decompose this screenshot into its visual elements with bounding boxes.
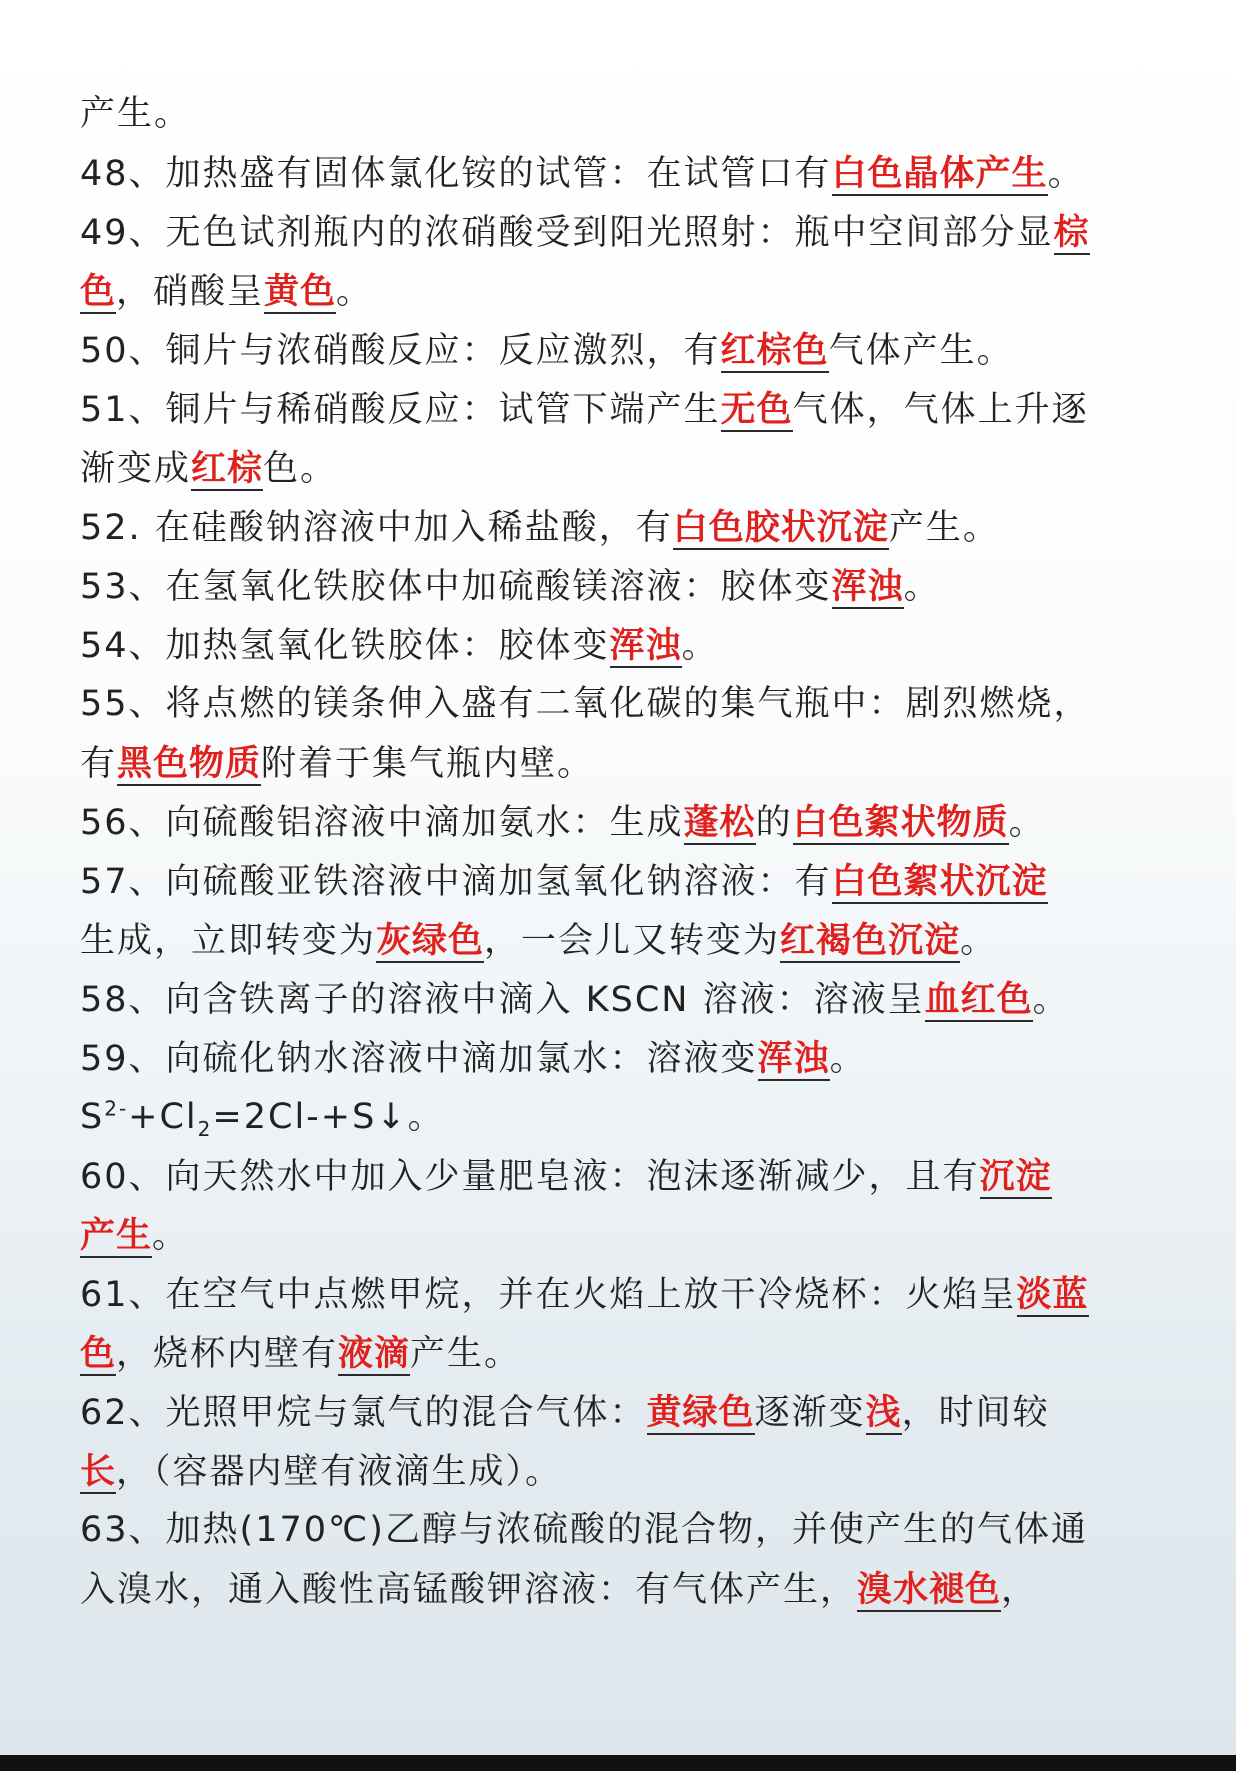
text-segment: 56、向硫酸铝溶液中滴加氨水：生成 (80, 803, 684, 843)
text-line (80, 1442, 1160, 1501)
highlighted-answer: 白色絮状物质 (792, 802, 1009, 843)
text-line (80, 911, 1160, 970)
highlighted-answer: 白色晶体产生 (831, 153, 1048, 194)
text-line (80, 852, 1160, 911)
text-line (80, 734, 1160, 793)
text-segment: 53、在氢氧化铁胶体中加硫酸镁溶液：胶体变 (80, 567, 832, 607)
text-segment: 61、在空气中点燃甲烷，并在火焰上放干冷烧杯：火焰呈 (80, 1275, 1017, 1315)
highlighted-answer: 色 (80, 271, 117, 312)
highlighted-answer: 黄绿色 (646, 1392, 755, 1433)
highlighted-answer: 灰绿色 (376, 920, 485, 961)
highlighted-answer: 溴水褪色 (857, 1569, 1002, 1610)
text-line (80, 675, 1160, 734)
text-line (80, 498, 1160, 557)
text-segment: 产生。 (410, 1334, 522, 1374)
text-segment: 。 (336, 272, 374, 312)
text-segment: 。 (829, 1039, 867, 1079)
text-segment: 。 (960, 921, 998, 961)
text-line (80, 616, 1160, 675)
highlighted-answer: 长 (80, 1451, 117, 1492)
text-line (80, 793, 1160, 852)
highlighted-answer: 浅 (865, 1392, 902, 1433)
text-segment: +Cl (128, 1097, 198, 1137)
text-line (80, 1383, 1160, 1442)
text-line (80, 1501, 1160, 1560)
text-line (80, 1265, 1160, 1324)
text-line (80, 1088, 1160, 1147)
text-segment: 有 (80, 744, 118, 784)
text-line (80, 557, 1160, 616)
text-segment: 51、铜片与稀硝酸反应：试管下端产生 (80, 390, 721, 430)
text-segment: 的 (755, 803, 793, 843)
text-segment: 生成，立即转变为 (80, 921, 377, 961)
text-segment: 产生。 (80, 94, 192, 134)
text-segment: 渐变成 (80, 449, 192, 489)
text-segment: 入溴水，通入酸性高锰酸钾溶液：有气体产生， (80, 1570, 858, 1610)
text-segment: 49、无色试剂瓶内的浓硝酸受到阳光照射：瓶中空间部分显 (80, 213, 1054, 253)
highlighted-answer: 白色絮状沉淀 (831, 861, 1048, 902)
highlighted-answer: 红褐色沉淀 (780, 920, 961, 961)
text-line (80, 380, 1160, 439)
text-line (80, 321, 1160, 380)
highlighted-answer: 黑色物质 (117, 743, 262, 784)
text-segment: ，（容器内壁有液滴生成）。 (116, 1452, 563, 1492)
text-segment: 。 (681, 626, 719, 666)
highlighted-answer: 血红色 (924, 979, 1033, 1020)
text-line (80, 85, 1160, 144)
text-segment: ，烧杯内壁有 (116, 1334, 339, 1374)
text-segment: ，一会儿又转变为 (484, 921, 781, 961)
text-segment: 。 (1008, 803, 1046, 843)
text-segment: =2Cl-+S↓。 (212, 1097, 445, 1137)
text-line (80, 144, 1160, 203)
highlighted-answer: 白色胶状沉淀 (672, 507, 889, 548)
highlighted-answer: 棕 (1053, 212, 1090, 253)
highlighted-answer: 产生 (80, 1215, 153, 1256)
text-segment: 57、向硫酸亚铁溶液中滴加氢氧化钠溶液：有 (80, 862, 832, 902)
highlighted-answer: 浑浊 (757, 1038, 830, 1079)
text-segment: ，时间较 (901, 1393, 1050, 1433)
text-segment: 60、向天然水中加入少量肥皂液：泡沫逐渐减少，且有 (80, 1157, 980, 1197)
text-segment: S (80, 1097, 105, 1137)
subscript: 2 (197, 1117, 213, 1141)
highlighted-answer: 液滴 (338, 1333, 411, 1374)
text-segment: 63、加热(170℃)乙醇与浓硫酸的混合物，并使产生的气体通 (80, 1510, 1088, 1550)
text-segment: 。 (1047, 154, 1085, 194)
highlighted-answer: 无色 (720, 389, 793, 430)
text-segment: 48、加热盛有固体氯化铵的试管：在试管口有 (80, 154, 832, 194)
text-segment: 。 (152, 1216, 190, 1256)
text-segment: 50、铜片与浓硝酸反应：反应激烈，有 (80, 331, 721, 371)
bottom-bar (0, 1755, 1236, 1771)
text-line (80, 203, 1160, 262)
highlighted-answer: 色 (80, 1333, 117, 1374)
text-segment: 气体，气体上升逐 (792, 390, 1089, 430)
text-segment: 54、加热氢氧化铁胶体：胶体变 (80, 626, 610, 666)
text-segment: 附着于集气瓶内壁。 (261, 744, 595, 784)
text-segment: 产生。 (888, 508, 1000, 548)
text-segment: 62、光照甲烷与氯气的混合气体： (80, 1393, 647, 1433)
highlighted-answer: 黄色 (264, 271, 337, 312)
text-line (80, 1560, 1160, 1619)
text-segment: 。 (1032, 980, 1070, 1020)
text-line (80, 1029, 1160, 1088)
text-segment: 。 (903, 567, 941, 607)
highlighted-answer: 红棕 (191, 448, 264, 489)
text-segment: 色。 (263, 449, 338, 489)
text-segment: 59、向硫化钠水溶液中滴加氯水：溶液变 (80, 1039, 758, 1079)
highlighted-answer: 蓬松 (683, 802, 756, 843)
text-line (80, 1147, 1160, 1206)
text-segment: 逐渐变 (754, 1393, 866, 1433)
highlighted-answer: 红棕色 (720, 330, 829, 371)
text-segment: 55、将点燃的镁条伸入盛有二氧化碳的集气瓶中：剧烈燃烧， (80, 684, 1091, 724)
text-line (80, 970, 1160, 1029)
text-line (80, 1324, 1160, 1383)
highlighted-answer: 沉淀 (979, 1156, 1052, 1197)
text-segment: 52. 在硅酸钠溶液中加入稀盐酸，有 (80, 508, 673, 548)
text-segment: 58、向含铁离子的溶液中滴入 KSCN 溶液：溶液呈 (80, 980, 925, 1020)
superscript: 2- (104, 1096, 129, 1121)
highlighted-answer: 淡蓝 (1016, 1274, 1089, 1315)
text-segment: 气体产生。 (828, 331, 1014, 371)
text-body (80, 85, 1160, 1619)
text-segment: ， (1001, 1570, 1039, 1610)
text-line (80, 1206, 1160, 1265)
text-line (80, 439, 1160, 498)
highlighted-answer: 浑浊 (831, 566, 904, 607)
text-line (80, 262, 1160, 321)
highlighted-answer: 浑浊 (609, 625, 682, 666)
text-segment: ，硝酸呈 (116, 272, 265, 312)
